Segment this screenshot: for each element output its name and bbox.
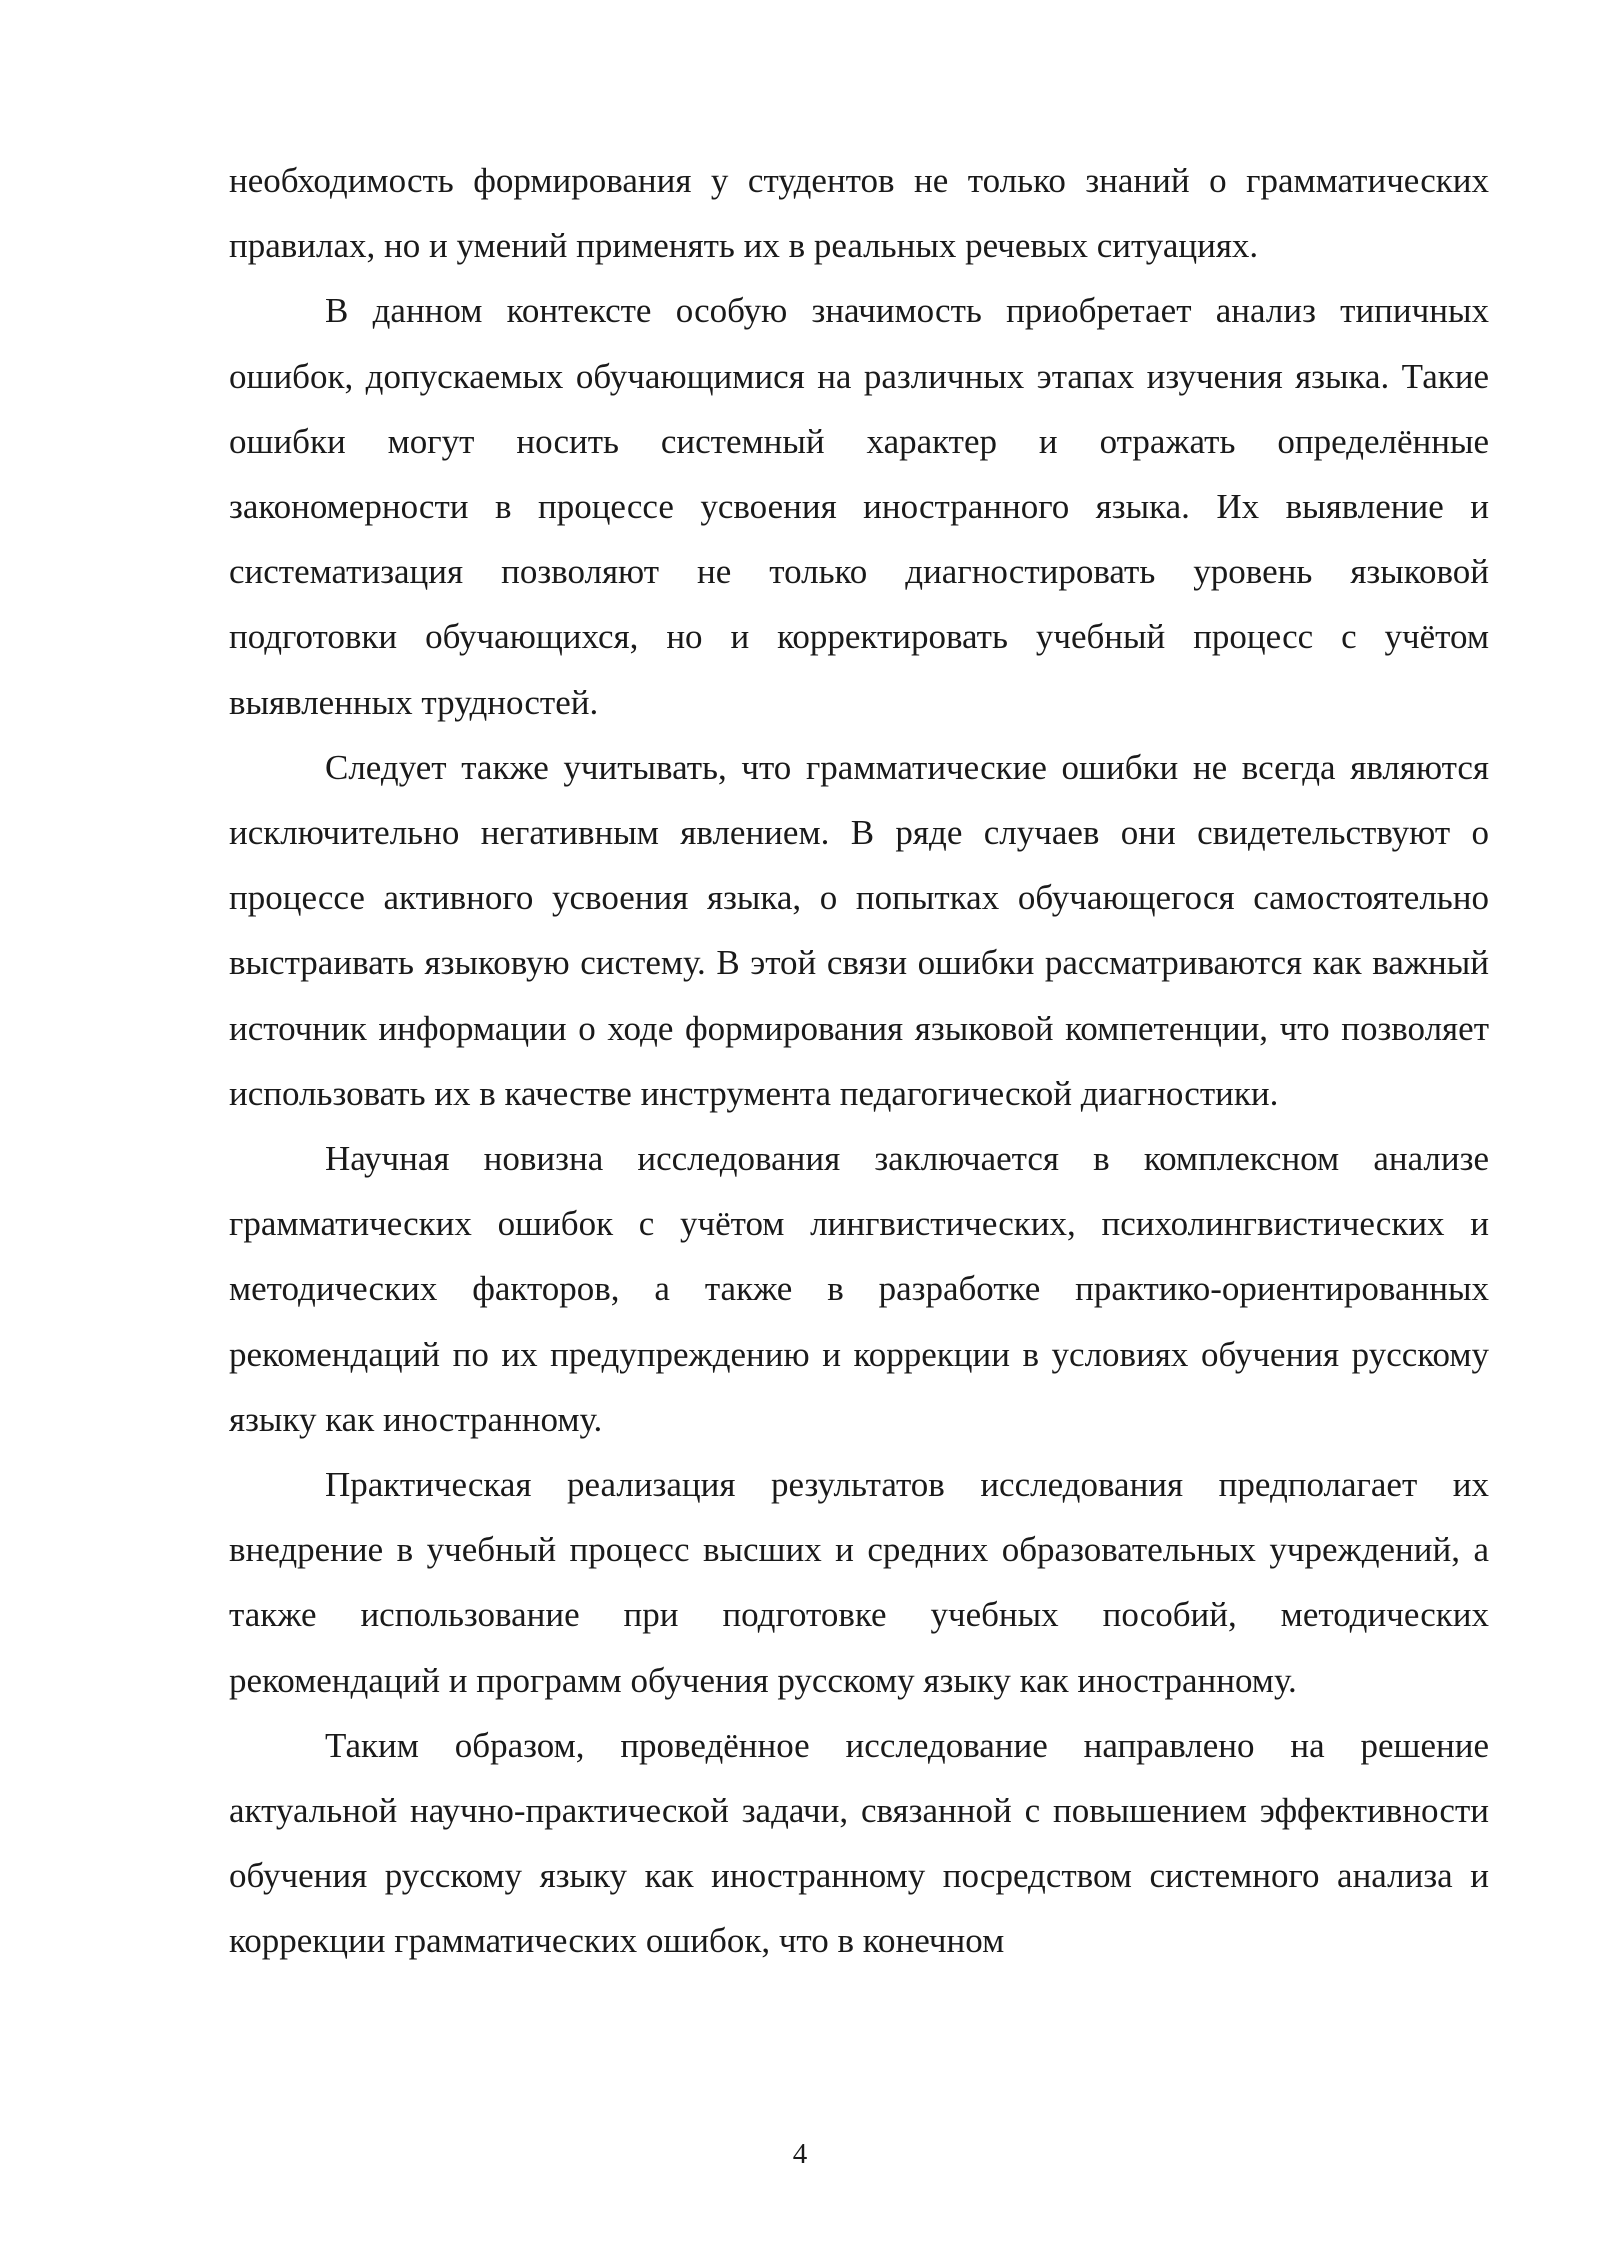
body-text [229,148,1489,1974]
paragraph-scientific-novelty: Научная новизна исследования заключается в комплексном анализе грамматических ошибок с учётом лингвистических, психолингвистических и методических факторов, а также в разработке практико-ориентированных рекомендаций по их предупреждению и коррекции в условиях обучения русскому языку как иностранному. [229,1139,1489,1439]
paragraph-error-analysis: В данном контексте особую значимость приобретает анализ типичных ошибок, допускаемых обучающимися на различных этапах изучения языка. Такие ошибки могут носить системный характер и отражать определённые закономерности в процессе усвоения иностранного языка. Их выявление и систематизация позволяют не только диагностировать уровень языковой подготовки обучающихся, но и корректировать учебный процесс с учётом выявленных трудностей. [229,291,1489,722]
paragraph-practical-implementation: Практическая реализация результатов исследования предполагает их внедрение в учебный процесс высших и средних образовательных учреждений, а также использование при подготовке учебных пособий, методических рекомендаций и программ обучения русскому языку как иностранному. [229,1465,1489,1700]
page-number: 4 [792,2138,808,2170]
paragraph-conclusion: Таким образом, проведённое исследование направлено на решение актуальной научно-практической задачи, связанной с повышением эффективности обучения русскому языку как иностранному посредством системного анализа и коррекции грамматических ошибок, что в конечном [229,1725,1489,1961]
paragraph-errors-not-negative: Следует также учитывать, что грамматические ошибки не всегда являются исключительно негативным явлением. В ряде случаев они свидетельствуют о процессе активного усвоения языка, о попытках обучающегося самостоятельно выстраивать языковую систему. В этой связи ошибки рассматриваются как важный источник информации о ходе формирования языковой компетенции, что позволяет использовать их в качестве инструмента педагогической диагностики. [229,747,1489,1113]
paragraph-continuation: необходимость формирования у студентов не только знаний о грамматических правилах, но и умений применять их в реальных речевых ситуациях. [229,161,1489,266]
